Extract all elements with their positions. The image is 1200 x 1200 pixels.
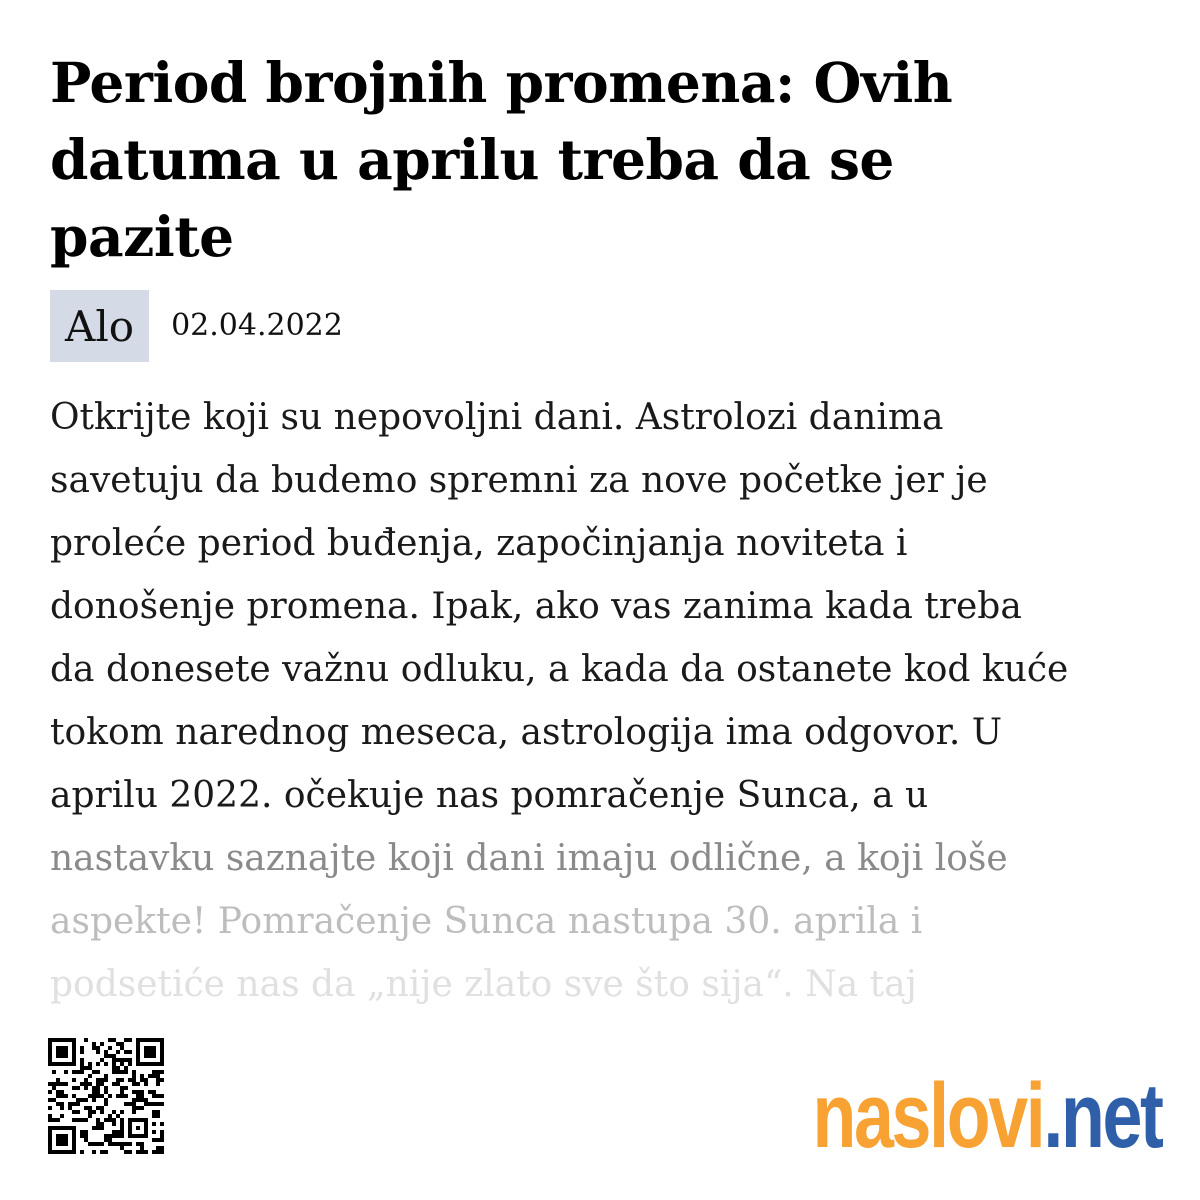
naslovi-net-logo[interactable]: [813, 1066, 1162, 1166]
source-badge[interactable]: Alo: [50, 290, 149, 362]
body-line: savetuju da budemo spremni za nove početke jer je: [50, 460, 988, 501]
qr-code-icon[interactable]: [48, 1038, 164, 1154]
body-line-faded: podsetiće nas da „nije zlato sve što sija“. Na taj: [50, 964, 917, 1005]
article-meta: [50, 290, 343, 362]
logo-text-net: .net: [1043, 1065, 1162, 1167]
body-line: donošenje promena. Ipak, ako vas zanima kada treba: [50, 586, 1022, 627]
article-body: [50, 386, 1160, 1006]
body-line: tokom narednog meseca, astrologija ima odgovor. U: [50, 712, 1003, 753]
headline-line: pazite: [50, 204, 234, 269]
logo-text-naslovi: naslovi: [812, 1065, 1044, 1167]
body-line-faded: aspekte! Pomračenje Sunca nastupa 30. aprila i: [50, 901, 923, 942]
article-headline: [50, 44, 1160, 275]
body-line: Otkrijte koji su nepovoljni dani. Astrolozi danima: [50, 397, 944, 438]
body-line: proleće period buđenja, započinjanja noviteta i: [50, 523, 908, 564]
body-line-faded: nastavku saznajte koji dani imaju odlične, a koji loše: [50, 838, 1008, 879]
body-line: da donesete važnu odluku, a kada da ostanete kod kuće: [50, 649, 1069, 690]
headline-line: Period brojnih promena: Ovih: [50, 50, 953, 115]
headline-line: datuma u aprilu treba da se: [50, 127, 894, 192]
publish-date: 02.04.2022: [171, 308, 343, 343]
body-line: aprilu 2022. očekuje nas pomračenje Sunca, a u: [50, 775, 929, 816]
